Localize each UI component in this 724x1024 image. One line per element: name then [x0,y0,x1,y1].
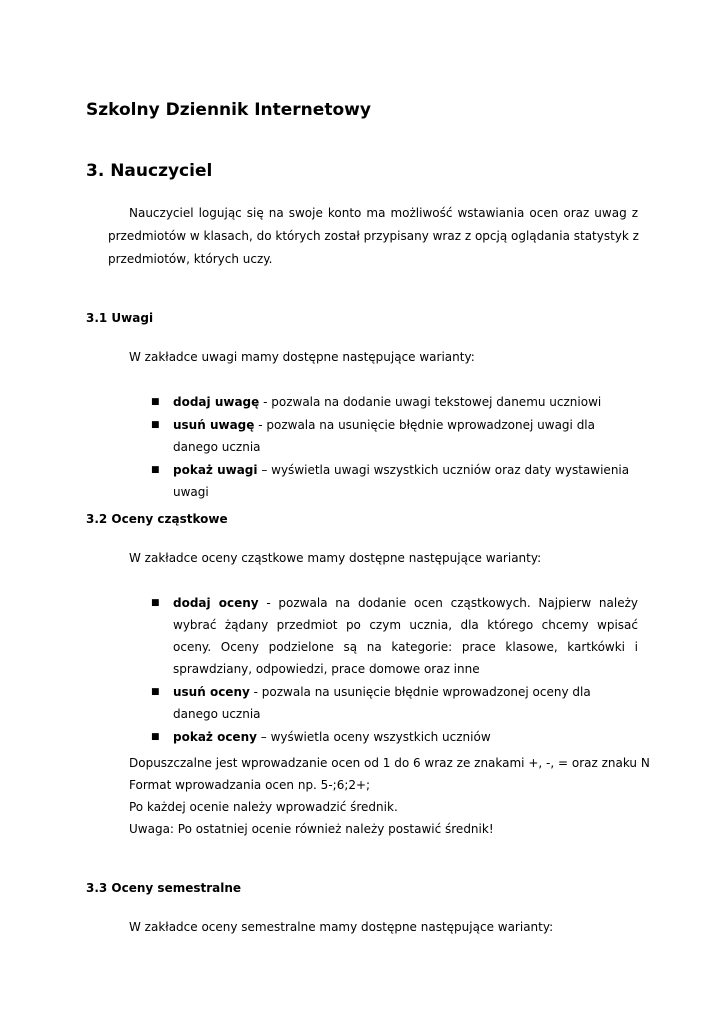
bullet-icon: ■ [151,598,160,608]
lead-oceny-czastkowe: W zakładce oceny cząstkowe mamy dostępne następujące warianty: [129,551,542,565]
note-line: Po każdej ocenie należy wprowadzić średnik. [129,800,398,814]
bullet-icon: ■ [151,397,160,407]
list-item-desc: – wyświetla oceny wszystkich uczniów [256,730,491,744]
note-line: Uwaga: Po ostatniej ocenie również należy postawić średnik! [129,822,494,836]
lead-oceny-semestralne: W zakładce oceny semestralne mamy dostępne następujące warianty: [129,920,554,934]
grade-notes [129,752,650,840]
list-item-desc: – wyświetla uwagi wszystkich uczniów oraz daty wystawienia uwagi [173,463,630,499]
list-item-desc: - pozwala na usunięcie błędnie wprowadzonej uwagi dla danego ucznia [173,418,595,454]
list-item-desc: - pozwala na dodanie uwagi tekstowej danemu uczniowi [259,395,602,409]
list-item [150,414,638,458]
intro-line: Nauczyciel logując się na swoje konto ma możliwość wstawiania ocen oraz uwag z [129,206,638,220]
list-item [150,592,638,680]
list-item-desc: - pozwala na dodanie ocen cząstkowych. Najpierw należy wybrać żądany przedmiot po czym ucznia, dla którego chcemy wpisać oceny. Oceny podzielone są na kategorie: prace klasowe, kartkówki i sprawdziany, odpowiedzi, prace domowe oraz inne [173,596,638,676]
list-oceny-czastkowe [150,592,638,749]
lead-uwagi: W zakładce uwagi mamy dostępne następujące warianty: [129,350,475,364]
note-line: Format wprowadzania ocen np. 5-;6;2+; [129,778,371,792]
list-item-term: pokaż oceny [173,730,257,744]
subheading-uwagi: 3.1 Uwagi [86,311,154,325]
section-title: 3. Nauczyciel [86,161,213,181]
bullet-icon: ■ [151,687,160,697]
list-item-term: usuń oceny [173,685,250,699]
bullet-icon: ■ [151,420,160,430]
list-item [150,681,638,725]
list-item-term: dodaj uwagę [173,395,260,409]
bullet-icon: ■ [151,732,160,742]
subheading-oceny-czastkowe: 3.2 Oceny cząstkowe [86,512,228,526]
list-item [150,459,638,503]
intro-line: przedmiotów w klasach, do których został przypisany wraz z opcją oglądania statystyk z [108,229,639,243]
list-item-term: pokaż uwagi [173,463,258,477]
list-item-term: usuń uwagę [173,418,255,432]
list-uwagi [150,391,638,504]
list-item-desc: - pozwala na usunięcie błędnie wprowadzonej oceny dla danego ucznia [173,685,591,721]
bullet-icon: ■ [151,465,160,475]
intro-paragraph [108,202,638,271]
list-item-term: dodaj oceny [173,596,259,610]
subheading-oceny-semestralne: 3.3 Oceny semestralne [86,881,242,895]
document-title: Szkolny Dziennik Internetowy [86,100,371,120]
list-item [150,726,638,748]
note-line: Dopuszczalne jest wprowadzanie ocen od 1 do 6 wraz ze znakami +, -, = oraz znaku N [129,756,650,770]
intro-line: przedmiotów, których uczy. [108,252,273,266]
list-item [150,391,638,413]
